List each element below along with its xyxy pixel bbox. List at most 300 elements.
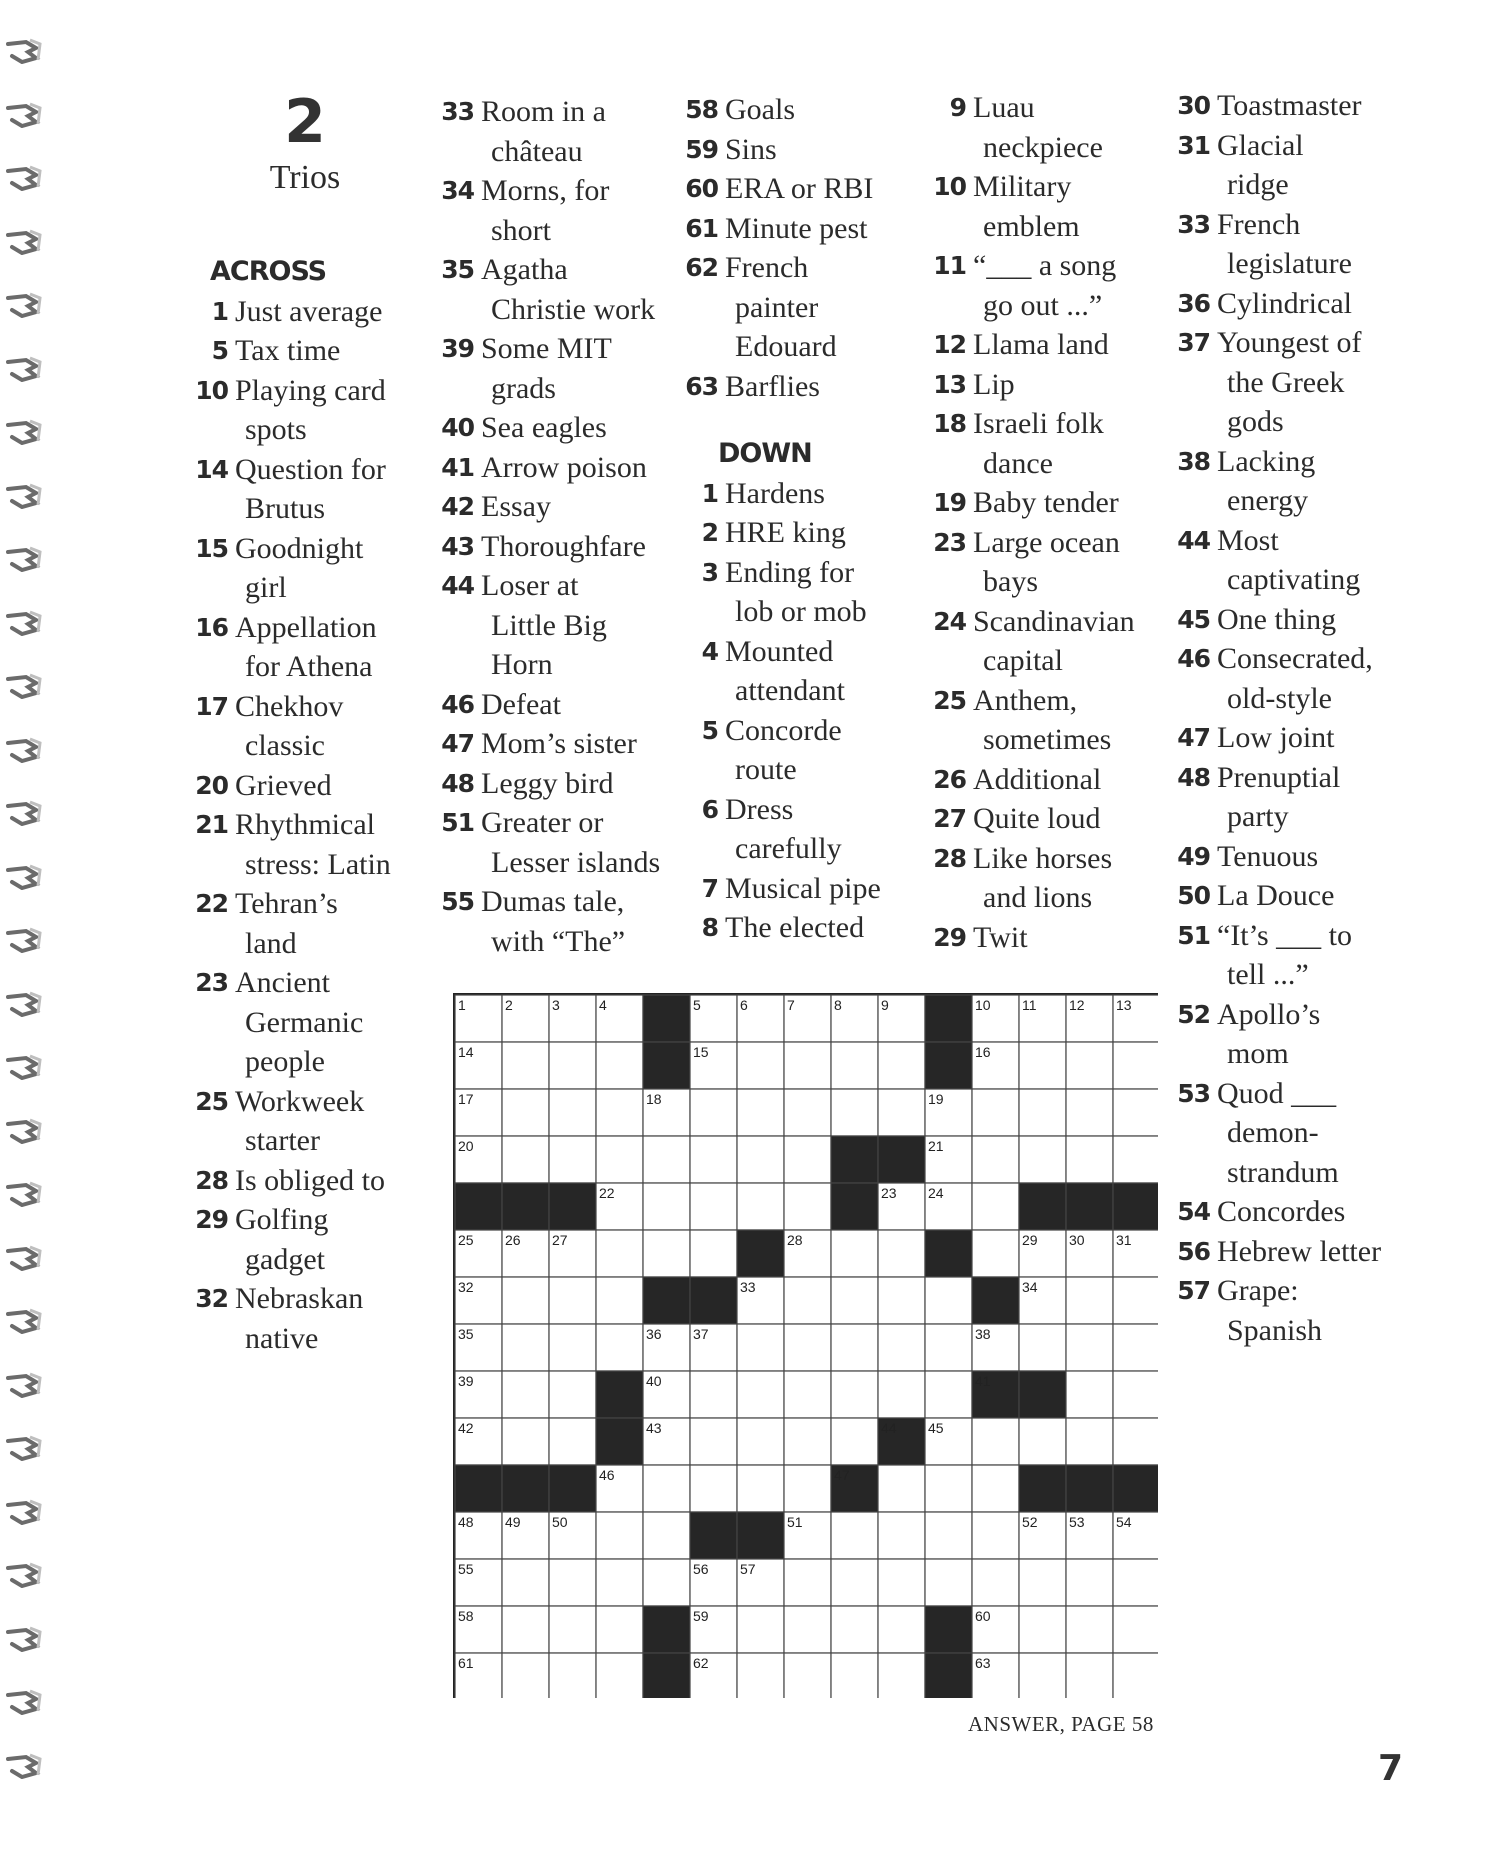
grid-cell[interactable] — [502, 1136, 549, 1183]
cell-number: 16 — [975, 1044, 991, 1060]
clue-item — [928, 523, 1168, 602]
grid-cell[interactable] — [737, 1418, 784, 1465]
clue-text-line: neckpiece — [983, 130, 1103, 164]
clue-text-line: Rhythmical — [235, 808, 375, 841]
clue-number: 53 — [1177, 1078, 1210, 1108]
clue-text — [481, 764, 676, 804]
grid-cell[interactable] — [1066, 1418, 1113, 1465]
clue-text-line: girl — [245, 571, 287, 604]
clue-text-line: Additional — [973, 762, 1102, 796]
clue-text — [1217, 758, 1412, 837]
clue-text — [1217, 521, 1412, 600]
clue-item — [436, 685, 676, 725]
grid-cell[interactable] — [549, 1042, 596, 1089]
clue-text-line: château — [491, 134, 583, 168]
grid-cell[interactable] — [596, 1277, 643, 1324]
grid-cell[interactable] — [831, 1324, 878, 1371]
clue-item — [1172, 600, 1412, 640]
grid-cell[interactable] — [549, 1653, 596, 1698]
grid-cell[interactable] — [549, 1324, 596, 1371]
clue-text-line: Low joint — [1217, 721, 1335, 754]
grid-cell[interactable] — [972, 1559, 1019, 1606]
grid-cell[interactable] — [878, 1465, 925, 1512]
clue-text-line: Prenuptial — [1217, 760, 1341, 794]
grid-cell[interactable] — [596, 1324, 643, 1371]
cell-number: 58 — [458, 1608, 474, 1624]
clue-item — [1172, 837, 1412, 877]
clue-number: 28 — [195, 1165, 228, 1195]
grid-cell[interactable] — [549, 1277, 596, 1324]
clue-text — [1217, 639, 1412, 718]
clue-text-line: Like horses — [973, 841, 1113, 875]
clue-item — [436, 724, 676, 764]
clue-text-line: Most — [1217, 523, 1279, 557]
clue-item — [1172, 126, 1412, 205]
clue-text — [481, 685, 676, 725]
clue-text — [481, 171, 676, 250]
grid-cell[interactable] — [831, 1418, 878, 1465]
grid-cell[interactable] — [690, 1465, 737, 1512]
grid-cell[interactable] — [878, 1606, 925, 1653]
cell-number: 3 — [552, 997, 560, 1013]
clue-text — [725, 130, 920, 170]
grid-cell[interactable] — [1113, 1418, 1158, 1465]
grid-cell[interactable] — [831, 1230, 878, 1277]
grid-cell[interactable] — [831, 1371, 878, 1418]
clue-text — [1217, 205, 1412, 284]
grid-cell[interactable] — [596, 1136, 643, 1183]
grid-cell[interactable] — [1066, 1089, 1113, 1136]
clue-item — [1172, 1074, 1412, 1193]
clue-item — [680, 869, 920, 909]
cell-number: 33 — [740, 1279, 756, 1295]
spiral-coil — [6, 864, 42, 890]
grid-cell[interactable] — [690, 1371, 737, 1418]
clue-number: 44 — [441, 571, 474, 600]
clue-number: 55 — [441, 887, 474, 916]
spiral-coil — [6, 1372, 42, 1398]
clue-number: 1 — [211, 296, 228, 326]
clue-text — [725, 367, 920, 407]
clue-item — [928, 325, 1168, 365]
grid-cell[interactable] — [784, 1089, 831, 1136]
clue-number: 41 — [441, 452, 474, 482]
clue-text-line: HRE king — [725, 516, 846, 549]
grid-block — [1113, 1183, 1158, 1230]
clue-text-line: Minute pest — [725, 211, 868, 245]
grid-cell[interactable] — [549, 1136, 596, 1183]
grid-block — [455, 1183, 502, 1230]
cell-number: 44 — [881, 1420, 897, 1436]
grid-block — [643, 1653, 690, 1698]
grid-cell[interactable] — [737, 1465, 784, 1512]
grid-cell[interactable] — [502, 1606, 549, 1653]
clue-item — [190, 766, 420, 806]
grid-cell[interactable] — [737, 1606, 784, 1653]
grid-cell[interactable] — [784, 1183, 831, 1230]
clue-text — [235, 1082, 420, 1161]
grid-cell[interactable] — [972, 1089, 1019, 1136]
clue-number: 5 — [211, 336, 228, 365]
spiral-coil — [6, 1753, 42, 1779]
clue-item — [436, 803, 676, 882]
cell-number: 25 — [458, 1232, 474, 1248]
clue-text — [725, 869, 920, 909]
grid-cell[interactable] — [596, 1089, 643, 1136]
grid-cell[interactable] — [878, 1230, 925, 1277]
clue-text — [235, 450, 420, 529]
clue-text — [725, 90, 920, 130]
clue-item — [928, 483, 1168, 523]
clue-item — [1172, 758, 1412, 837]
clue-text-line: Christie work — [491, 292, 656, 326]
clue-item — [928, 167, 1168, 246]
grid-cell[interactable] — [1019, 1042, 1066, 1089]
clue-text — [725, 513, 920, 553]
grid-cell[interactable] — [1113, 1371, 1158, 1418]
clue-number: 57 — [1177, 1276, 1210, 1305]
grid-cell[interactable] — [972, 1136, 1019, 1183]
grid-cell[interactable] — [1019, 1653, 1066, 1698]
clue-text-line: emblem — [983, 209, 1080, 243]
clue-text-line: Glacial — [1217, 128, 1304, 162]
clue-text-line: Spanish — [1227, 1313, 1323, 1347]
spiral-coil — [6, 610, 42, 636]
grid-cell[interactable] — [549, 1089, 596, 1136]
grid-cell[interactable] — [878, 1277, 925, 1324]
clue-number: 9 — [949, 93, 966, 122]
clue-text-line: Lesser islands — [491, 845, 661, 879]
grid-cell[interactable] — [643, 1559, 690, 1606]
grid-cell[interactable] — [1113, 1606, 1158, 1653]
clue-number: 29 — [195, 1205, 228, 1234]
grid-cell[interactable] — [737, 1371, 784, 1418]
grid-cell[interactable] — [878, 1371, 925, 1418]
clue-text — [481, 92, 676, 171]
clue-text-line: spots — [245, 413, 307, 446]
grid-cell[interactable] — [1066, 1371, 1113, 1418]
grid-cell[interactable] — [784, 1371, 831, 1418]
grid-cell[interactable] — [549, 1559, 596, 1606]
spiral-coil — [6, 1118, 42, 1144]
grid-cell[interactable] — [972, 1465, 1019, 1512]
clue-text-line: Cylindrical — [1217, 286, 1352, 320]
grid-cell[interactable] — [925, 1512, 972, 1559]
clue-number: 24 — [933, 606, 966, 636]
clue-item — [680, 130, 920, 170]
clue-item — [190, 1161, 420, 1201]
cell-number: 56 — [693, 1561, 709, 1577]
clue-item — [1172, 521, 1412, 600]
grid-cell[interactable] — [1113, 1653, 1158, 1698]
grid-cell[interactable] — [549, 1418, 596, 1465]
grid-block — [737, 1512, 784, 1559]
clue-number: 63 — [685, 371, 718, 401]
grid-cell[interactable] — [737, 1042, 784, 1089]
clue-number: 21 — [195, 810, 228, 839]
spiral-coil — [6, 1499, 42, 1525]
clue-text-line: native — [245, 1321, 319, 1355]
clue-item — [1172, 995, 1412, 1074]
clue-item — [436, 764, 676, 804]
grid-block — [925, 1653, 972, 1698]
clue-text — [1217, 86, 1412, 126]
grid-cell[interactable] — [690, 1230, 737, 1277]
grid-cell[interactable] — [596, 1559, 643, 1606]
grid-cell[interactable] — [784, 1277, 831, 1324]
cell-number: 9 — [881, 997, 889, 1013]
grid-cell[interactable] — [596, 1653, 643, 1698]
clue-item — [1172, 876, 1412, 916]
cell-number: 51 — [787, 1514, 803, 1530]
grid-cell[interactable] — [1066, 1136, 1113, 1183]
spiral-coil — [6, 165, 42, 191]
cell-number: 5 — [693, 997, 701, 1013]
spiral-coil — [6, 1054, 42, 1080]
grid-cell[interactable] — [596, 1042, 643, 1089]
grid-cell[interactable] — [1019, 1559, 1066, 1606]
clue-text-line: Dumas tale, — [481, 885, 625, 918]
clue-text-line: Quod ___ — [1217, 1076, 1337, 1110]
grid-cell[interactable] — [878, 1089, 925, 1136]
grid-cell[interactable] — [1019, 1418, 1066, 1465]
grid-cell[interactable] — [1113, 1089, 1158, 1136]
clue-text-line: Hardens — [725, 476, 825, 510]
grid-cell[interactable] — [831, 1042, 878, 1089]
clue-number: 29 — [933, 922, 966, 952]
cell-number: 21 — [928, 1138, 944, 1154]
grid-cell[interactable] — [925, 1277, 972, 1324]
grid-cell[interactable] — [1113, 1136, 1158, 1183]
grid-block — [1066, 1465, 1113, 1512]
clue-item — [928, 404, 1168, 483]
clue-text-line: land — [245, 926, 297, 960]
clue-item — [1172, 1232, 1412, 1272]
cell-number: 28 — [787, 1232, 803, 1248]
grid-cell[interactable] — [784, 1042, 831, 1089]
grid-cell[interactable] — [737, 1324, 784, 1371]
clue-number: 56 — [1177, 1236, 1210, 1266]
clue-text-line: Grieved — [235, 768, 332, 802]
clue-text — [1217, 1271, 1412, 1350]
grid-cell[interactable] — [643, 1230, 690, 1277]
grid-cell[interactable] — [831, 1606, 878, 1653]
grid-cell[interactable] — [972, 1230, 1019, 1277]
clue-text — [1217, 1232, 1412, 1272]
clue-column-1 — [190, 252, 420, 1358]
cell-number: 27 — [552, 1232, 568, 1248]
grid-cell[interactable] — [502, 1653, 549, 1698]
grid-cell[interactable] — [1066, 1559, 1113, 1606]
grid-cell[interactable] — [737, 1653, 784, 1698]
spiral-coil — [6, 38, 42, 64]
clue-text — [235, 1161, 420, 1201]
grid-cell[interactable] — [549, 1371, 596, 1418]
grid-cell[interactable] — [1066, 1324, 1113, 1371]
grid-cell[interactable] — [831, 1089, 878, 1136]
grid-cell[interactable] — [596, 1512, 643, 1559]
cell-number: 52 — [1022, 1514, 1038, 1530]
clue-item — [680, 790, 920, 869]
grid-cell[interactable] — [784, 1136, 831, 1183]
clue-text-line: Youngest of — [1217, 326, 1362, 359]
spiral-coil — [6, 483, 42, 509]
spiral-coil — [6, 1181, 42, 1207]
grid-cell[interactable] — [878, 1653, 925, 1698]
clue-text-line: painter — [735, 290, 819, 324]
grid-cell[interactable] — [1019, 1606, 1066, 1653]
clue-text — [725, 908, 920, 948]
clue-text — [1217, 876, 1412, 916]
grid-cell[interactable] — [1066, 1606, 1113, 1653]
clue-text-line: Musical pipe — [725, 871, 881, 905]
clue-number: 37 — [1177, 328, 1210, 357]
cell-number: 8 — [834, 997, 842, 1013]
grid-cell[interactable] — [878, 1324, 925, 1371]
clue-number: 25 — [933, 685, 966, 715]
grid-cell[interactable] — [831, 1653, 878, 1698]
cell-number: 6 — [740, 997, 748, 1013]
grid-cell[interactable] — [690, 1089, 737, 1136]
clue-text — [1217, 323, 1412, 442]
grid-cell[interactable] — [643, 1465, 690, 1512]
clue-text-line: Workweek — [235, 1084, 365, 1118]
clue-text-line: gods — [1227, 405, 1284, 438]
clue-item — [680, 169, 920, 209]
clue-text-line: people — [245, 1045, 325, 1078]
grid-cell[interactable] — [784, 1324, 831, 1371]
grid-cell[interactable] — [502, 1418, 549, 1465]
clue-text — [973, 483, 1168, 523]
clue-text — [1217, 126, 1412, 205]
clue-text-line: Ancient — [235, 966, 330, 999]
grid-cell[interactable] — [878, 1559, 925, 1606]
grid-cell[interactable] — [1066, 1042, 1113, 1089]
clue-number: 3 — [701, 557, 718, 587]
cell-number: 32 — [458, 1279, 474, 1295]
grid-cell[interactable] — [831, 1277, 878, 1324]
grid-block — [831, 1136, 878, 1183]
cell-number: 43 — [646, 1420, 662, 1436]
grid-cell[interactable] — [1066, 1653, 1113, 1698]
clue-column-2 — [436, 92, 676, 961]
clue-text — [973, 760, 1168, 800]
clue-text-line: Some MIT — [481, 332, 612, 365]
grid-cell[interactable] — [972, 1183, 1019, 1230]
clue-text-line: Ending for — [725, 555, 855, 589]
grid-cell[interactable] — [925, 1559, 972, 1606]
clue-number: 22 — [195, 889, 228, 918]
cell-number: 7 — [787, 997, 795, 1013]
clue-item — [190, 529, 420, 608]
grid-cell[interactable] — [502, 1089, 549, 1136]
grid-cell[interactable] — [925, 1465, 972, 1512]
grid-cell[interactable] — [1113, 1277, 1158, 1324]
clue-text-line: Large ocean — [973, 525, 1120, 559]
grid-cell[interactable] — [831, 1559, 878, 1606]
grid-cell[interactable] — [1113, 1324, 1158, 1371]
grid-cell[interactable] — [1113, 1559, 1158, 1606]
clue-number: 31 — [1177, 130, 1210, 160]
grid-cell[interactable] — [502, 1559, 549, 1606]
clue-number: 19 — [933, 488, 966, 517]
grid-cell[interactable] — [784, 1418, 831, 1465]
clue-text-line: Germanic — [245, 1005, 364, 1039]
spiral-coil — [6, 1308, 42, 1334]
grid-cell[interactable] — [502, 1277, 549, 1324]
grid-cell[interactable] — [502, 1371, 549, 1418]
cell-number: 31 — [1116, 1232, 1132, 1248]
clue-text — [235, 371, 420, 450]
clue-item — [928, 602, 1168, 681]
grid-cell[interactable] — [1113, 1042, 1158, 1089]
clue-item — [190, 292, 420, 332]
grid-cell[interactable] — [643, 1512, 690, 1559]
grid-cell[interactable] — [737, 1089, 784, 1136]
grid-cell[interactable] — [878, 1512, 925, 1559]
grid-cell[interactable] — [1019, 1136, 1066, 1183]
grid-cell[interactable] — [690, 1183, 737, 1230]
grid-cell[interactable] — [596, 1230, 643, 1277]
clue-number: 42 — [441, 492, 474, 521]
cell-number: 11 — [1022, 997, 1037, 1013]
grid-block — [1019, 1183, 1066, 1230]
grid-block — [831, 1183, 878, 1230]
grid-cell[interactable] — [784, 1606, 831, 1653]
grid-cell[interactable] — [549, 1606, 596, 1653]
clue-text-line: stress: Latin — [245, 847, 391, 881]
clue-number: 45 — [1177, 604, 1210, 634]
grid-cell[interactable] — [784, 1559, 831, 1606]
clue-text-line: Hebrew letter — [1217, 1234, 1382, 1268]
grid-cell[interactable] — [596, 1606, 643, 1653]
grid-block — [1019, 1465, 1066, 1512]
grid-cell[interactable] — [1019, 1324, 1066, 1371]
grid-cell[interactable] — [1066, 1277, 1113, 1324]
grid-cell[interactable] — [925, 1324, 972, 1371]
spiral-coil — [6, 673, 42, 699]
clue-text-line: route — [735, 753, 797, 786]
grid-cell[interactable] — [784, 1653, 831, 1698]
grid-cell[interactable] — [878, 1042, 925, 1089]
grid-cell[interactable] — [737, 1136, 784, 1183]
grid-cell[interactable] — [972, 1512, 1019, 1559]
grid-cell[interactable] — [925, 1371, 972, 1418]
clue-number: 12 — [933, 330, 966, 359]
clue-item — [680, 209, 920, 249]
clue-number: 20 — [195, 770, 228, 800]
grid-cell[interactable] — [1019, 1089, 1066, 1136]
grid-cell[interactable] — [972, 1418, 1019, 1465]
down-heading: DOWN — [718, 438, 812, 469]
grid-block — [549, 1465, 596, 1512]
grid-cell[interactable] — [502, 1324, 549, 1371]
clue-text — [1217, 916, 1412, 995]
grid-cell[interactable] — [784, 1465, 831, 1512]
grid-cell[interactable] — [831, 1512, 878, 1559]
spiral-coil — [6, 991, 42, 1017]
grid-cell[interactable] — [502, 1042, 549, 1089]
clue-text-line: Is obliged to — [235, 1163, 385, 1197]
clue-text — [725, 790, 920, 869]
grid-cell[interactable] — [737, 1183, 784, 1230]
grid-cell[interactable] — [643, 1136, 690, 1183]
grid-cell[interactable] — [690, 1418, 737, 1465]
grid-cell[interactable] — [643, 1183, 690, 1230]
grid-cell[interactable] — [690, 1136, 737, 1183]
clue-item — [680, 513, 920, 553]
clue-text-line: old-style — [1227, 681, 1332, 715]
